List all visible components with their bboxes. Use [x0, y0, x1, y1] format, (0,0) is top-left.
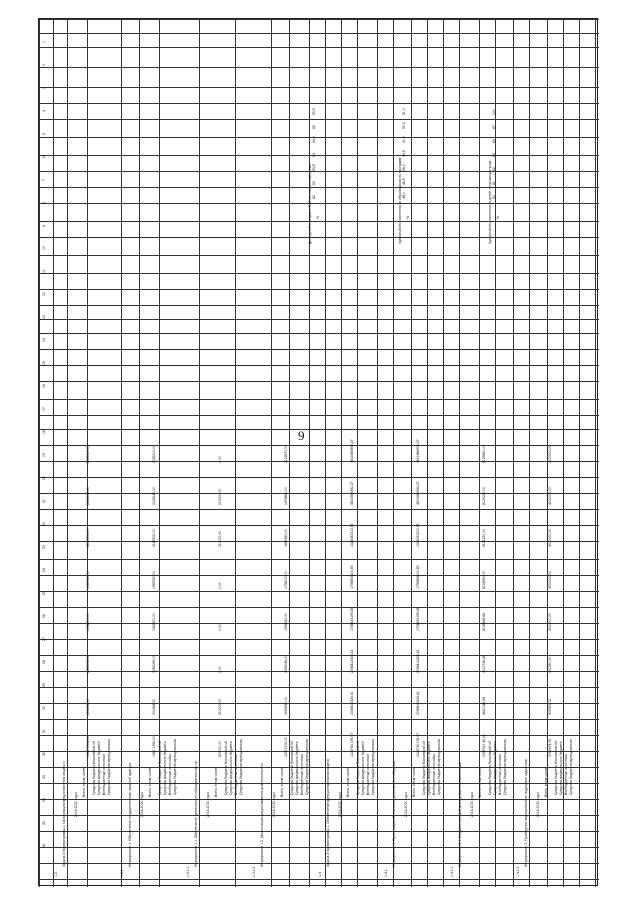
- row-value: 2051909,06: [548, 739, 552, 757]
- row-value: 1328062310,53: [350, 523, 354, 547]
- column-number: 23: [42, 545, 46, 549]
- row-value: 1736893100,65: [350, 565, 354, 589]
- column-divider: [39, 399, 599, 400]
- funding-source: Средства бюджетов муниципальны: [107, 739, 111, 795]
- row-value: 8125960,00: [482, 445, 486, 463]
- column-divider: [39, 137, 599, 138]
- row-id: 1.3.1.2: [252, 866, 256, 877]
- column-number: 31: [42, 729, 46, 733]
- column-divider: [39, 237, 599, 238]
- funding-source: Внебюджетные источники: [102, 754, 106, 795]
- column-divider: [39, 67, 599, 68]
- row-value: 4801986992,27: [350, 439, 354, 463]
- column-number: 11: [42, 269, 46, 273]
- indicator-value: 48,0: [402, 192, 406, 199]
- row-id: 1.3.1: [120, 869, 124, 877]
- row-value: 1328062310,53: [416, 523, 420, 547]
- column-divider: [39, 655, 599, 656]
- funding-source: Средства бюджета Московской об: [488, 740, 492, 795]
- row-id: 1.3: [54, 872, 58, 877]
- column-number: 3: [42, 87, 46, 89]
- funding-source: Средства бюджетов муниципальны: [173, 739, 177, 795]
- row-value: 1738432195,68: [416, 607, 420, 631]
- column-divider: [39, 525, 599, 526]
- row-value: 4801986992,27: [416, 481, 420, 505]
- row-divider: [529, 19, 530, 887]
- row-id: 1.4.1.1: [450, 866, 454, 877]
- row-value: 1283096,00: [86, 655, 90, 673]
- row-divider: [443, 19, 444, 887]
- indicator-value: 63,5: [312, 164, 316, 171]
- row-value: 4620149,68: [482, 697, 486, 715]
- row-value: 2099741 45,20: [482, 734, 486, 757]
- column-divider: [39, 255, 599, 256]
- column-divider: [39, 509, 599, 510]
- column-divider: [39, 333, 599, 334]
- row-divider: [39, 19, 40, 887]
- row-value: 1559340,00: [284, 613, 288, 631]
- column-number: 6: [42, 156, 46, 158]
- row-value: 210000,00: [218, 530, 222, 547]
- row-value: 0,00: [218, 582, 222, 589]
- column-divider: [39, 381, 599, 382]
- column-number: 19: [42, 453, 46, 457]
- row-value: 1965740,00: [86, 571, 90, 589]
- indicator-value: 61: [492, 181, 496, 185]
- indicator-value: 50,5: [402, 122, 406, 129]
- indicator-value: 48,5: [402, 178, 406, 185]
- funding-source: Внебюджетные источники: [564, 754, 568, 795]
- row-value: 1361 1766,00: [152, 736, 156, 757]
- row-id: 1.4.1.2: [516, 866, 520, 877]
- funding-source: Средства бюджета Московской об: [422, 740, 426, 795]
- indicator-value: 62: [492, 167, 496, 171]
- funding-source: Средства бюджета Московской об: [92, 740, 96, 795]
- column-divider: [39, 671, 599, 672]
- column-divider: [39, 477, 599, 478]
- column-number: 16: [42, 384, 46, 388]
- column-divider: [39, 33, 599, 34]
- row-value: 1882590,00: [284, 529, 288, 547]
- row-value: 2339110,00: [152, 445, 156, 463]
- column-divider: [39, 703, 599, 704]
- row-divider: [377, 19, 378, 887]
- row-value: 1932300,00: [152, 613, 156, 631]
- column-divider: [39, 751, 599, 752]
- row-divider: [199, 19, 200, 887]
- funding-source: Средства бюджетов муниципальны: [437, 739, 441, 795]
- row-id: 1.4: [318, 872, 322, 877]
- column-number: 4: [42, 110, 46, 112]
- row-value: 0,00: [218, 666, 222, 673]
- row-value: 2098412426,41: [350, 691, 354, 715]
- column-divider: [39, 289, 599, 290]
- row-value: 1965740,00: [152, 571, 156, 589]
- row-divider: [579, 19, 580, 887]
- row-value: 2189706,00: [152, 529, 156, 547]
- column-number: 22: [42, 522, 46, 526]
- row-name: Задача 3 подпрограммы 1. Организация предоставления общего о: [62, 761, 66, 867]
- row-value: 1738432195,68: [350, 607, 354, 631]
- row-period: 2014-2020 годы: [470, 792, 474, 817]
- indicator-value: 63: [312, 181, 316, 185]
- row-divider: [393, 19, 394, 887]
- column-divider: [39, 203, 599, 204]
- row-divider: [459, 19, 460, 887]
- column-number: 32: [42, 752, 46, 756]
- row-value: 1341 1704,00: [86, 736, 90, 757]
- column-divider: [39, 863, 599, 864]
- row-value: 8124550,00: [482, 571, 486, 589]
- column-number: 20: [42, 476, 46, 480]
- column-divider: [39, 273, 599, 274]
- row-value: 2098412426,41: [350, 649, 354, 673]
- column-divider: [39, 171, 599, 172]
- row-id: 1.3.1.1: [186, 866, 190, 877]
- column-divider: [39, 221, 599, 222]
- indicator-value: 65: [312, 125, 316, 129]
- row-value: 1932300,00: [86, 613, 90, 631]
- row-funding: Всего, в том числе:: [346, 766, 350, 797]
- row-value: 1738070,00: [284, 571, 288, 589]
- row-period: 2014-2020 годы: [404, 792, 408, 817]
- column-number: 10: [42, 246, 46, 250]
- funding-source: Средства федерального бюджета: [427, 741, 431, 795]
- column-number: 34: [42, 798, 46, 802]
- funding-source: Средства федерального бюджета: [361, 741, 365, 795]
- funding-source: Средства бюджета Московской об: [290, 740, 294, 795]
- funding-source: Внебюджетные источники: [498, 754, 502, 795]
- column-divider: [39, 429, 599, 430]
- column-number: 9: [42, 225, 46, 227]
- row-value: 4110738,68: [482, 655, 486, 673]
- row-value: 4000000,00: [548, 529, 552, 547]
- column-number: 14: [42, 338, 46, 342]
- row-value: 2128140,00: [86, 487, 90, 505]
- indicator-value: 64,5: [312, 136, 316, 143]
- funding-source: Средства федерального бюджета: [559, 741, 563, 795]
- column-number: 18: [42, 430, 46, 434]
- row-funding: Всего, в том числе:: [82, 766, 86, 797]
- funding-source: Средства бюджетов муниципальны: [239, 739, 243, 795]
- indicator-value: 67: [492, 125, 496, 129]
- indicator-unit: %: [496, 215, 500, 219]
- column-divider: [39, 767, 599, 768]
- funding-source: Средства федерального бюджета: [493, 741, 497, 795]
- row-value: 8125150,00: [482, 487, 486, 505]
- indicator-value: 63: [492, 153, 496, 157]
- column-divider: [39, 687, 599, 688]
- column-number: 17: [42, 407, 46, 411]
- row-value: 4000000,00: [548, 613, 552, 631]
- row-funding: Всего, в том числе:: [280, 766, 284, 797]
- funding-source: Средства бюджетов муниципальны: [569, 739, 573, 795]
- column-divider: [39, 575, 599, 576]
- column-divider: [39, 559, 599, 560]
- column-divider: [39, 415, 599, 416]
- column-divider: [39, 815, 599, 816]
- column-divider: [39, 719, 599, 720]
- row-name: Мероприятие 1. Организация обеспечения деятельности образова: [392, 761, 396, 867]
- row-value: 0,00: [218, 456, 222, 463]
- funding-source: Средства бюджетов муниципальны: [371, 739, 375, 795]
- column-divider: [39, 541, 599, 542]
- column-divider: [39, 879, 599, 880]
- row-value: 2339110,00: [86, 445, 90, 463]
- row-value: 1283096,00: [152, 655, 156, 673]
- indicator-unit: %: [316, 215, 320, 219]
- funding-source: Внебюджетные источники: [366, 754, 370, 795]
- column-number: 5: [42, 133, 46, 135]
- column-divider: [39, 445, 599, 446]
- column-number: 28: [42, 660, 46, 664]
- funding-source: Средства бюджета Московской об: [224, 740, 228, 795]
- row-value: 4000000,00: [548, 487, 552, 505]
- indicator-label: Удельный вес численности обучающихся по программ: [398, 157, 402, 244]
- column-divider: [39, 461, 599, 462]
- indicator-value: 60: [492, 195, 496, 199]
- row-value: 8125150,00: [482, 529, 486, 547]
- column-divider: [39, 591, 599, 592]
- column-divider: [39, 305, 599, 306]
- row-value: 12917106,00: [284, 737, 288, 757]
- row-period: 2014-2020 годы: [206, 792, 210, 817]
- row-divider: [121, 19, 122, 887]
- row-divider: [325, 19, 326, 887]
- row-divider: [53, 19, 54, 887]
- funding-source: Средства бюджета Московской об: [554, 740, 558, 795]
- column-divider: [39, 87, 599, 88]
- column-divider: [39, 349, 599, 350]
- funding-source: Внебюджетные источники: [432, 754, 436, 795]
- column-divider: [39, 831, 599, 832]
- column-number: 12: [42, 292, 46, 296]
- row-value: 4000000,00: [548, 571, 552, 589]
- indicator-value: 49,0: [402, 164, 406, 171]
- row-id: 1.4.1: [384, 869, 388, 877]
- funding-source: Средства бюджетов муниципальны: [503, 739, 507, 795]
- row-funding: Всего, в том числе:: [214, 766, 218, 797]
- indicator-value: 65: [492, 139, 496, 143]
- indicator-value: 100: [492, 109, 496, 115]
- column-number: 1: [42, 41, 46, 43]
- column-number: 21: [42, 499, 46, 503]
- indicator-label: Доля детей в возрасте 5-18 лет, охваченных допол: [308, 163, 312, 244]
- column-divider: [39, 155, 599, 156]
- row-divider: [479, 19, 480, 887]
- row-divider: [595, 19, 596, 887]
- row-period: 2014-2020 годы: [74, 792, 78, 817]
- column-number: 25: [42, 591, 46, 595]
- funding-source: Средства федерального бюджета: [295, 741, 299, 795]
- row-value: 1114743 176,97: [416, 732, 420, 757]
- funding-source: Средства федерального бюджета: [229, 741, 233, 795]
- indicator-label: Удельный вес численности детей, получающих услуг: [488, 160, 492, 244]
- row-divider: [513, 19, 514, 887]
- row-value: 1979860,00: [284, 487, 288, 505]
- row-period: 2014-2020 годы: [140, 792, 144, 817]
- indicator-value: 51,0: [402, 108, 406, 115]
- row-value: 2109570,00: [284, 445, 288, 463]
- funding-source: Внебюджетные источники: [300, 754, 304, 795]
- column-number: 35: [42, 821, 46, 825]
- row-value: 4801986992,27: [416, 439, 420, 463]
- column-divider: [39, 19, 599, 20]
- row-value: 605781,12: [548, 698, 552, 715]
- column-number: 33: [42, 775, 46, 779]
- budget-table: [38, 18, 598, 886]
- column-divider: [39, 119, 599, 120]
- column-divider: [39, 493, 599, 494]
- row-value: 210000,00: [218, 488, 222, 505]
- row-funding: Всего, в том числе:: [544, 766, 548, 797]
- row-value: 1114743 176,97: [350, 732, 354, 757]
- row-value: 1659340,00: [284, 697, 288, 715]
- funding-source: Внебюджетные источники: [168, 754, 172, 795]
- column-divider: [39, 847, 599, 848]
- row-value: 2189706,00: [86, 529, 90, 547]
- row-name: Мероприятие 1.2. Организация предоставления дополнительного: [260, 763, 264, 867]
- column-number: 24: [42, 568, 46, 572]
- column-divider: [39, 103, 599, 104]
- row-value: 4000000,00: [548, 445, 552, 463]
- row-divider: [411, 19, 412, 887]
- funding-source: Средства федерального бюджета: [163, 741, 167, 795]
- row-value: 4801986992,27: [350, 481, 354, 505]
- indicator-unit: %: [406, 215, 410, 219]
- row-funding: Всего, в том числе:: [148, 766, 152, 797]
- row-divider: [271, 19, 272, 887]
- funding-source: Средства бюджета Московской об: [158, 740, 162, 795]
- column-divider: [39, 607, 599, 608]
- row-period: 2014-2020 годы: [536, 792, 540, 817]
- row-name: Задача 4 подпрограммы 1. Обеспечение функционирования модели: [326, 758, 330, 867]
- row-period: 2014-2020 годы: [272, 792, 276, 817]
- row-funding: Всего, в том числе:: [478, 766, 482, 797]
- row-value: 1349046,00: [284, 655, 288, 673]
- row-value: 2128140,00: [152, 487, 156, 505]
- row-name: Мероприятие 1.1. Обеспечение деятельности образовательных ор: [194, 761, 198, 867]
- column-number: 7: [42, 179, 46, 181]
- row-period: 2014-2020 годы: [338, 792, 342, 817]
- column-divider: [39, 365, 599, 366]
- indicator-value: 50,0: [402, 136, 406, 143]
- row-value: 210000,00: [218, 698, 222, 715]
- row-value: 8138968,68: [482, 613, 486, 631]
- funding-source: Средства федерального бюджета: [97, 741, 101, 795]
- row-value: 0,00: [218, 624, 222, 631]
- column-number: 27: [42, 637, 46, 641]
- column-number: 2: [42, 64, 46, 66]
- indicator-value: 65,5: [312, 108, 316, 115]
- row-value: 201494,00: [152, 698, 156, 715]
- row-value: 2098412426,41: [416, 649, 420, 673]
- funding-source: Внебюджетные источники: [234, 754, 238, 795]
- row-value: 630000,00: [218, 740, 222, 757]
- column-number: 29: [42, 683, 46, 687]
- column-number: 26: [42, 614, 46, 618]
- column-divider: [39, 47, 599, 48]
- column-number: 8: [42, 202, 46, 204]
- column-divider: [39, 623, 599, 624]
- column-divider: [39, 735, 599, 736]
- row-value: 2098412426,41: [416, 691, 420, 715]
- row-value: 1736893100,65: [416, 565, 420, 589]
- indicator-value: 62: [312, 195, 316, 199]
- column-divider: [39, 783, 599, 784]
- row-divider: [139, 19, 140, 887]
- column-number: 30: [42, 706, 46, 710]
- column-divider: [39, 319, 599, 320]
- row-funding: Всего, в том числе:: [412, 766, 416, 797]
- row-value: 401150,00: [548, 657, 552, 673]
- column-divider: [39, 799, 599, 800]
- column-divider: [39, 639, 599, 640]
- funding-source: Средства бюджетов муниципальны: [305, 739, 309, 795]
- column-number: 15: [42, 361, 46, 365]
- row-divider: [67, 19, 68, 887]
- row-name: Мероприятие 1. Обеспечение государственных гарантий прав гра: [128, 762, 132, 867]
- column-divider: [39, 187, 599, 188]
- indicator-value: 49,5: [402, 150, 406, 157]
- row-value: 201494,00: [86, 698, 90, 715]
- column-number: 13: [42, 315, 46, 319]
- page-number: 9: [298, 428, 305, 443]
- row-name: Мероприятие 2. Проведение мероприятий по поддержке одаренных: [524, 759, 528, 867]
- row-name: Мероприятие 1.1. Создание условий для функционирования и раз: [458, 762, 462, 867]
- column-number: 36: [42, 844, 46, 848]
- indicator-value: 64: [312, 153, 316, 157]
- funding-source: Средства бюджета Московской об: [356, 740, 360, 795]
